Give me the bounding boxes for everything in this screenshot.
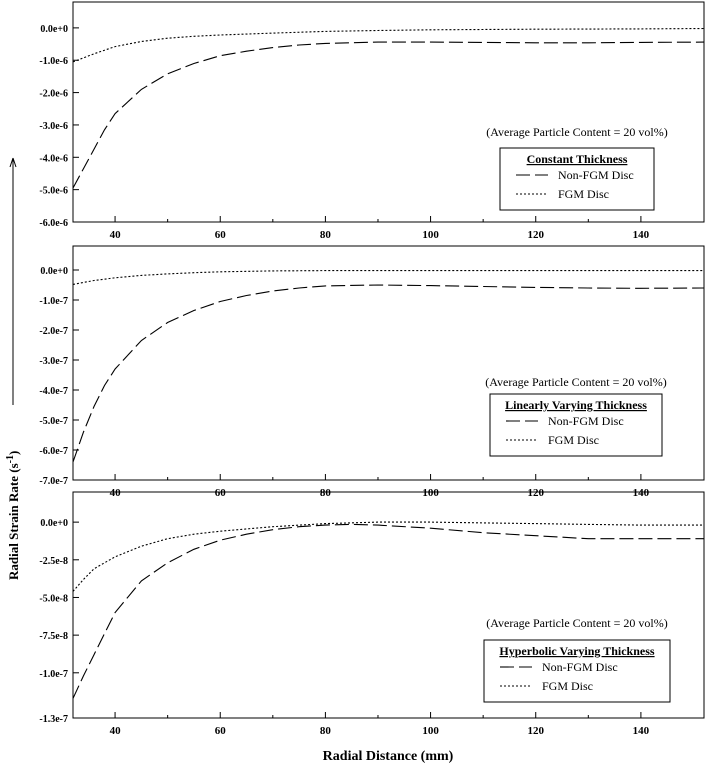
x-tick-label: 60: [214, 487, 226, 499]
x-tick-label: 100: [422, 229, 439, 241]
y-tick-label: -4.0e-6: [39, 153, 68, 165]
x-axis-title: Radial Distance (mm): [322, 749, 454, 764]
x-tick-label: 120: [527, 725, 544, 737]
y-tick-label: -2.5e-8: [39, 555, 68, 567]
y-tick-label: 0.0e+0: [40, 23, 68, 35]
y-tick-label: -7.5e-8: [39, 631, 68, 643]
legend-title: Hyperbolic Varying Thickness: [499, 644, 655, 658]
x-tick-label: 60: [214, 725, 226, 737]
x-tick-label: 80: [319, 229, 331, 241]
legend-label: Non-FGM Disc: [542, 660, 618, 674]
y-tick-label: 0.0e+0: [40, 518, 68, 530]
y-axis-title-sup: -1: [5, 455, 16, 464]
annotation: (Average Particle Content = 20 vol%): [486, 125, 668, 139]
y-tick-label: -2.0e-6: [39, 88, 68, 100]
x-tick-label: 80: [319, 487, 331, 499]
y-tick-label: -3.0e-6: [39, 120, 68, 132]
y-axis-title: [5, 451, 21, 580]
legend-label: FGM Disc: [542, 679, 594, 693]
y-tick-label: -1.0e-7: [39, 296, 68, 307]
x-tick-label: 120: [527, 229, 544, 241]
fgm-disc-line: [73, 29, 704, 62]
fgm-disc-line: [73, 271, 704, 285]
legend-label: Non-FGM Disc: [548, 414, 624, 428]
x-tick-label: 140: [632, 725, 650, 737]
fgm-disc-line: [73, 522, 704, 591]
legend-title: Constant Thickness: [526, 152, 628, 166]
y-axis-title-text: Radial Strain Rate (s: [6, 463, 21, 580]
y-tick-label: -6.0e-6: [39, 218, 68, 229]
x-tick-label: 40: [109, 725, 121, 737]
x-tick-label: 80: [319, 725, 331, 737]
y-tick-label: -4.0e-7: [39, 386, 68, 397]
y-tick-label: -5.0e-7: [39, 416, 68, 427]
legend-label: FGM Disc: [548, 433, 600, 447]
chart-panel: [39, 2, 704, 241]
y-tick-label: -1.0e-6: [39, 56, 68, 68]
x-tick-label: 100: [422, 487, 439, 499]
y-tick-label: 0.0e+0: [40, 266, 68, 277]
annotation: (Average Particle Content = 20 vol%): [486, 616, 668, 630]
legend-label: Non-FGM Disc: [558, 168, 634, 182]
y-tick-label: -5.0e-8: [39, 593, 68, 605]
y-tick-label: -5.0e-6: [39, 185, 68, 197]
y-tick-label: -2.0e-7: [39, 326, 68, 337]
y-tick-label: -1.3e-7: [39, 714, 68, 725]
chart-panel: [39, 492, 704, 737]
y-axis-title-close: ): [6, 450, 21, 456]
panels: [39, 2, 704, 737]
y-tick-label: -7.0e-7: [39, 476, 68, 487]
x-tick-label: 60: [214, 229, 226, 241]
x-tick-label: 140: [632, 487, 650, 499]
y-tick-label: -1.0e-7: [39, 668, 68, 680]
x-tick-label: 140: [632, 229, 650, 241]
x-tick-label: 100: [422, 725, 439, 737]
annotation: (Average Particle Content = 20 vol%): [485, 375, 667, 389]
y-tick-label: -6.0e-7: [39, 446, 68, 457]
x-tick-label: 40: [109, 229, 121, 241]
x-tick-label: 120: [527, 487, 544, 499]
y-tick-label: -3.0e-7: [39, 356, 68, 367]
x-tick-label: 40: [109, 487, 121, 499]
legend-title: Linearly Varying Thickness: [505, 398, 647, 412]
y-axis-label: [5, 158, 21, 580]
legend-label: FGM Disc: [558, 187, 610, 201]
chart-panel: [39, 246, 704, 499]
